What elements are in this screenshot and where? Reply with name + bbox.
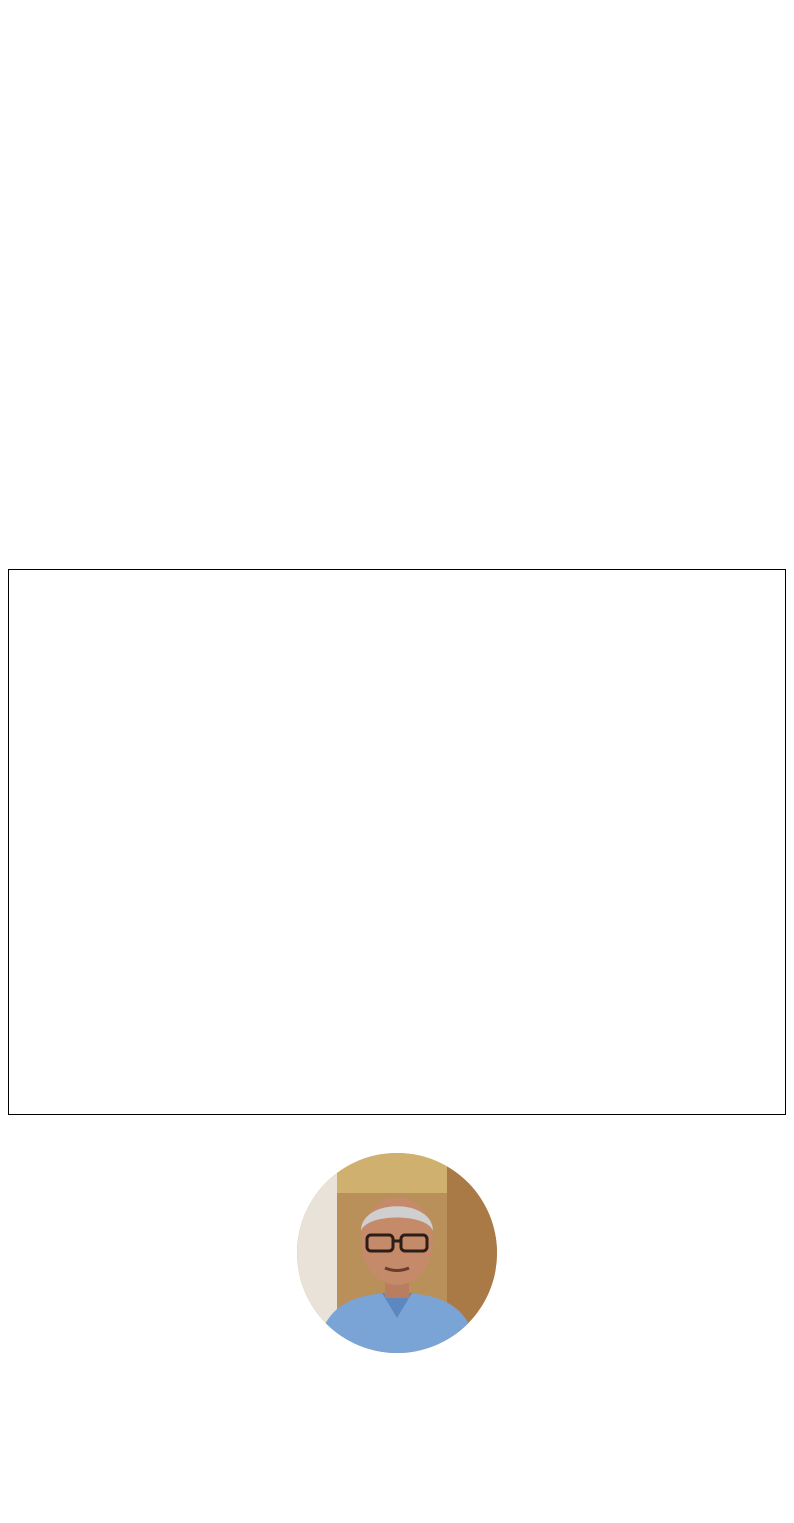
avatar-photo-icon (297, 1153, 497, 1353)
inventory-comparison-table (8, 569, 786, 1115)
author-avatar (297, 1153, 497, 1353)
